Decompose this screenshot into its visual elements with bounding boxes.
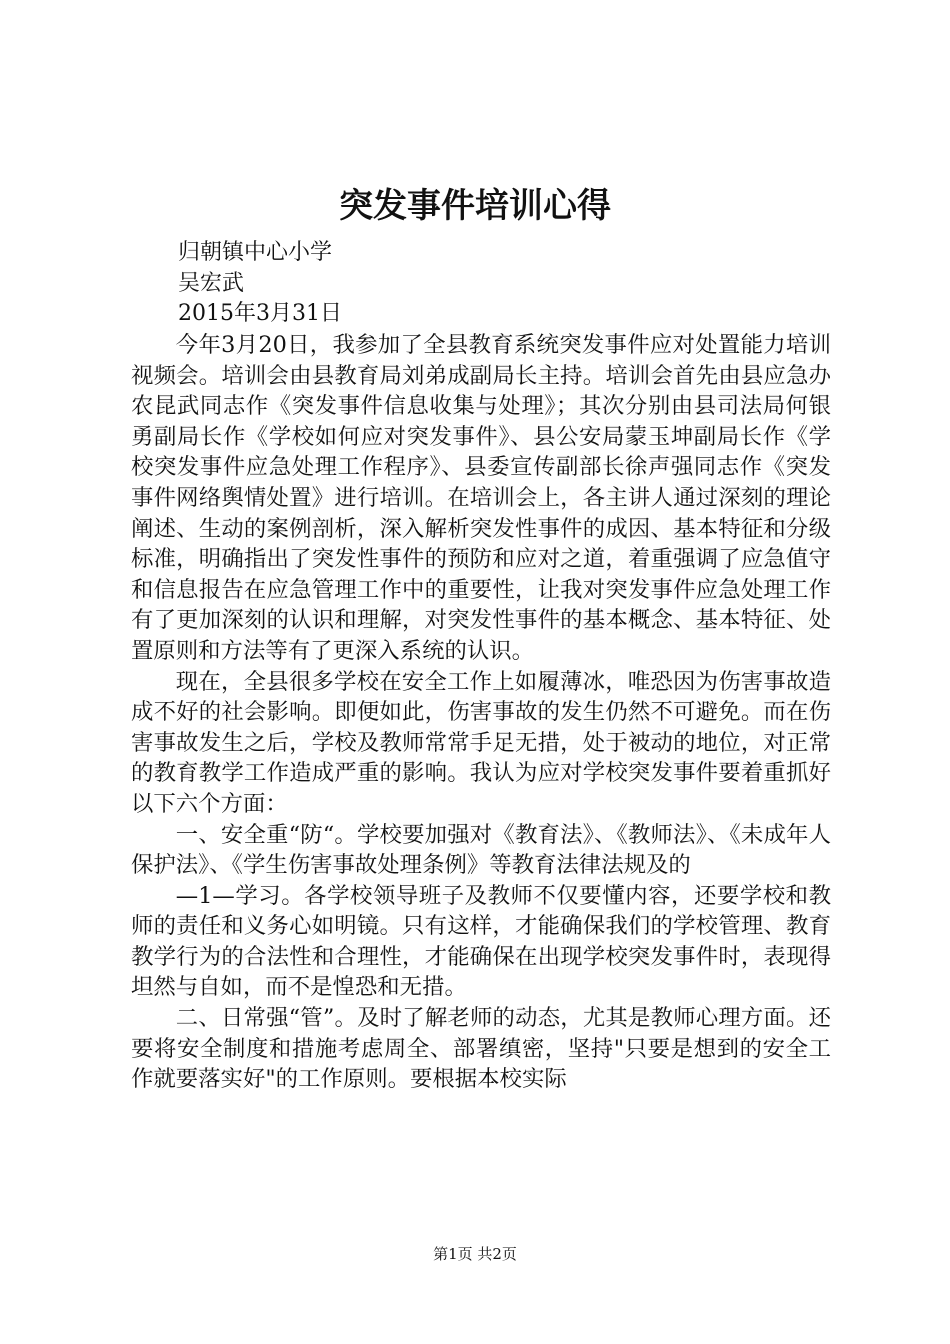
- paragraph: 现在，全县很多学校在安全工作上如履薄冰，唯恐因为伤害事故造成不好的社会影响。即便如此，伤害事故的发生仍然不可避免。而在伤害事故发生之后，学校及教师常常手足无措，处于被动的地位，对正常的教育教学工作造成严重的影响。我认为应对学校突发事件要着重抓好以下六个方面：: [131, 668, 831, 817]
- paragraph: 一、安全重“防“。学校要加强对《教育法》、《教师法》、《未成年人保护法》、《学生伤害事故处理条例》等教育法律法规及的: [131, 821, 831, 879]
- paragraph: 二、日常强“管”。及时了解老师的动态，尤其是教师心理方面。还要将安全制度和措施考虑周全、部署缜密，坚持"只要是想到的安全工作就要落实好"的工作原则。要根据本校实际: [131, 1005, 831, 1093]
- school-name: 归朝镇中心小学: [178, 240, 333, 265]
- author-name: 吴宏武: [178, 271, 245, 296]
- document-title: 突发事件培训心得: [339, 186, 611, 226]
- paragraph: —1—学习。各学校领导班子及教师不仅要懂内容，还要学校和教师的责任和义务心如明镜。只有这样，才能确保我们的学校管理、教育教学行为的合法性和合理性，才能确保在出现学校突发事件时，表现得坦然与自如，而不是惶恐和无措。: [131, 882, 831, 1001]
- document-date: 2015年3月31日: [178, 301, 342, 326]
- document-body: [131, 330, 831, 1095]
- page-footer: 第1页 共2页: [433, 1245, 517, 1263]
- paragraph: 今年3月20日，我参加了全县教育系统突发事件应对处置能力培训视频会。培训会由县教育局刘弟成副局长主持。培训会首先由县应急办农昆武同志作《突发事件信息收集与处理》；其次分别由县司法局何银勇副局长作《学校如何应对突发事件》、县公安局蒙玉坤副局长作《学校突发事件应急处理工作程序》、县委宣传副部长徐声强同志作《突发事件网络舆情处置》进行培训。在培训会上，各主讲人通过深刻的理论阐述、生动的案例剖析，深入解析突发性事件的成因、基本特征和分级标准，明确指出了突发性事件的预防和应对之道，着重强调了应急值守和信息报告在应急管理工作中的重要性，让我对突发事件应急处理工作有了更加深刻的认识和理解，对突发性事件的基本概念、基本特征、处置原则和方法等有了更深入系统的认识。: [131, 332, 831, 664]
